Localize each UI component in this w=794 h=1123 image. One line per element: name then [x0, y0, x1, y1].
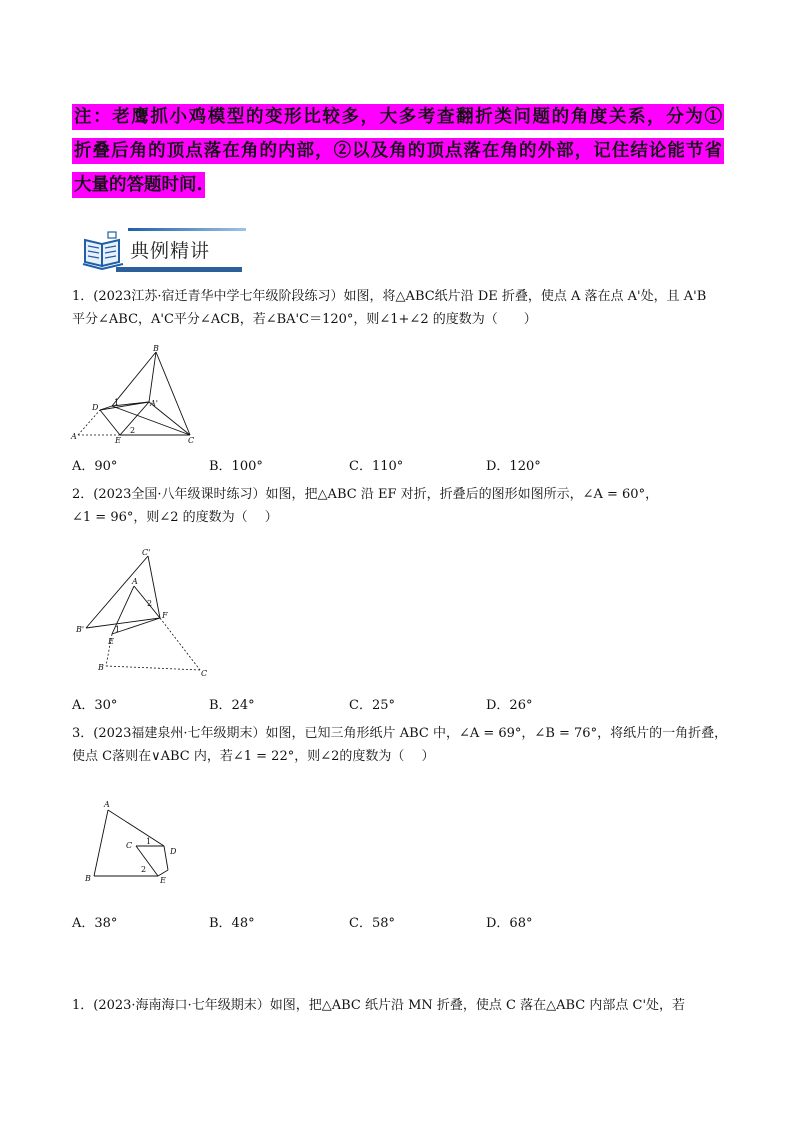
q2-label-a: A [132, 577, 138, 586]
note-block [72, 100, 724, 202]
q2-label-c-prime: C' [142, 548, 151, 557]
q1-option-c[interactable]: C．110° [349, 459, 404, 474]
q2-option-c[interactable]: C．25° [349, 698, 395, 713]
question-2 [72, 483, 732, 529]
question-4 [72, 994, 732, 1017]
section-title: 典例精讲 [130, 240, 211, 262]
question-1 [72, 285, 732, 331]
section-header [82, 228, 242, 274]
question-3-line-1: 3．(2023福建泉州·七年级期末）如图，已知三角形纸片 ABC 中，∠A = 69°，∠B = 76°，将纸片的一角折叠， [72, 726, 728, 741]
q1-label-1: 1 [114, 398, 120, 407]
q2-label-c: C [201, 669, 208, 678]
note-line-1: 注：老鹰抓小鸡模型的变形比较多，大多考查翻折类问题的角度关系，分为① [72, 100, 724, 134]
q2-option-b[interactable]: B．24° [209, 698, 255, 713]
note-line-2: 折叠后角的顶点落在角的内部，②以及角的顶点落在角的外部，记住结论能节省 [72, 134, 724, 168]
q2-option-a[interactable]: A．30° [72, 698, 118, 713]
q2-option-d[interactable]: D．26° [486, 698, 533, 713]
question-3-line-2: 使点 C落则在∨ABC 内，若∠1 = 22°，则∠2的度数为（ ） [72, 749, 435, 764]
book-icon [82, 230, 124, 270]
note-line-3: 大量的答题时间. [72, 168, 724, 202]
question-1-figure [70, 344, 200, 444]
question-1-options [72, 455, 592, 475]
q1-option-d[interactable]: D．120° [486, 459, 541, 474]
q2-label-e: E [108, 637, 114, 646]
q3-option-b[interactable]: B．48° [209, 916, 255, 931]
q3-label-d: D [170, 847, 177, 856]
question-1-line-2: 平分∠ABC，A'C平分∠ACB，若∠BA'C＝120°，则∠1+∠2 的度数为（ ） [72, 312, 537, 327]
q2-label-b-prime: B' [76, 625, 85, 634]
q1-label-e: E [115, 436, 121, 444]
q2-label-1: 1 [115, 625, 121, 634]
q3-option-c[interactable]: C．58° [349, 916, 395, 931]
q2-label-b: B [98, 663, 104, 672]
header-rule-top [128, 228, 246, 231]
q3-label-a: A [104, 800, 110, 809]
q1-label-c: C [188, 436, 195, 444]
q3-label-2: 2 [141, 865, 147, 874]
question-2-figure [72, 546, 212, 684]
q1-label-2: 2 [130, 426, 136, 435]
q1-label-a: A [71, 432, 77, 441]
question-1-line-1: 1．(2023江苏·宿迁青华中学七年级阶段练习）如图，将△ABC纸片沿 DE 折叠，使点 A 落在点 A'处，且 A'B [72, 289, 707, 304]
question-3 [72, 722, 732, 768]
q1-option-b[interactable]: B．100° [209, 459, 263, 474]
question-2-line-2: ∠1 = 96°，则∠2 的度数为（ ） [72, 510, 278, 525]
question-4-line-1: 1．(2023·海南海口·七年级期末）如图，把△ABC 纸片沿 MN 折叠，使点 C 落在△ABC 内部点 C'处，若 [72, 998, 686, 1013]
question-3-figure [82, 796, 192, 888]
q1-label-b: B [153, 344, 159, 353]
q1-label-d: D [92, 403, 99, 412]
question-2-options [72, 694, 592, 714]
q3-label-e: E [160, 876, 166, 885]
question-3-options [72, 912, 592, 932]
q3-label-1: 1 [146, 837, 152, 846]
q3-option-a[interactable]: A．38° [72, 916, 118, 931]
q1-option-a[interactable]: A．90° [72, 459, 118, 474]
question-2-line-1: 2．(2023全国·八年级课时练习）如图，把△ABC 沿 EF 对折，折叠后的图形如图所示，∠A = 60°， [72, 487, 659, 502]
q3-label-c: C [126, 841, 133, 850]
q2-label-2: 2 [147, 599, 153, 608]
q1-label-a-prime: A' [150, 399, 158, 408]
q3-label-b: B [85, 874, 91, 883]
q2-label-f: F [162, 611, 168, 620]
header-rule-bottom [116, 267, 242, 272]
q3-option-d[interactable]: D．68° [486, 916, 533, 931]
